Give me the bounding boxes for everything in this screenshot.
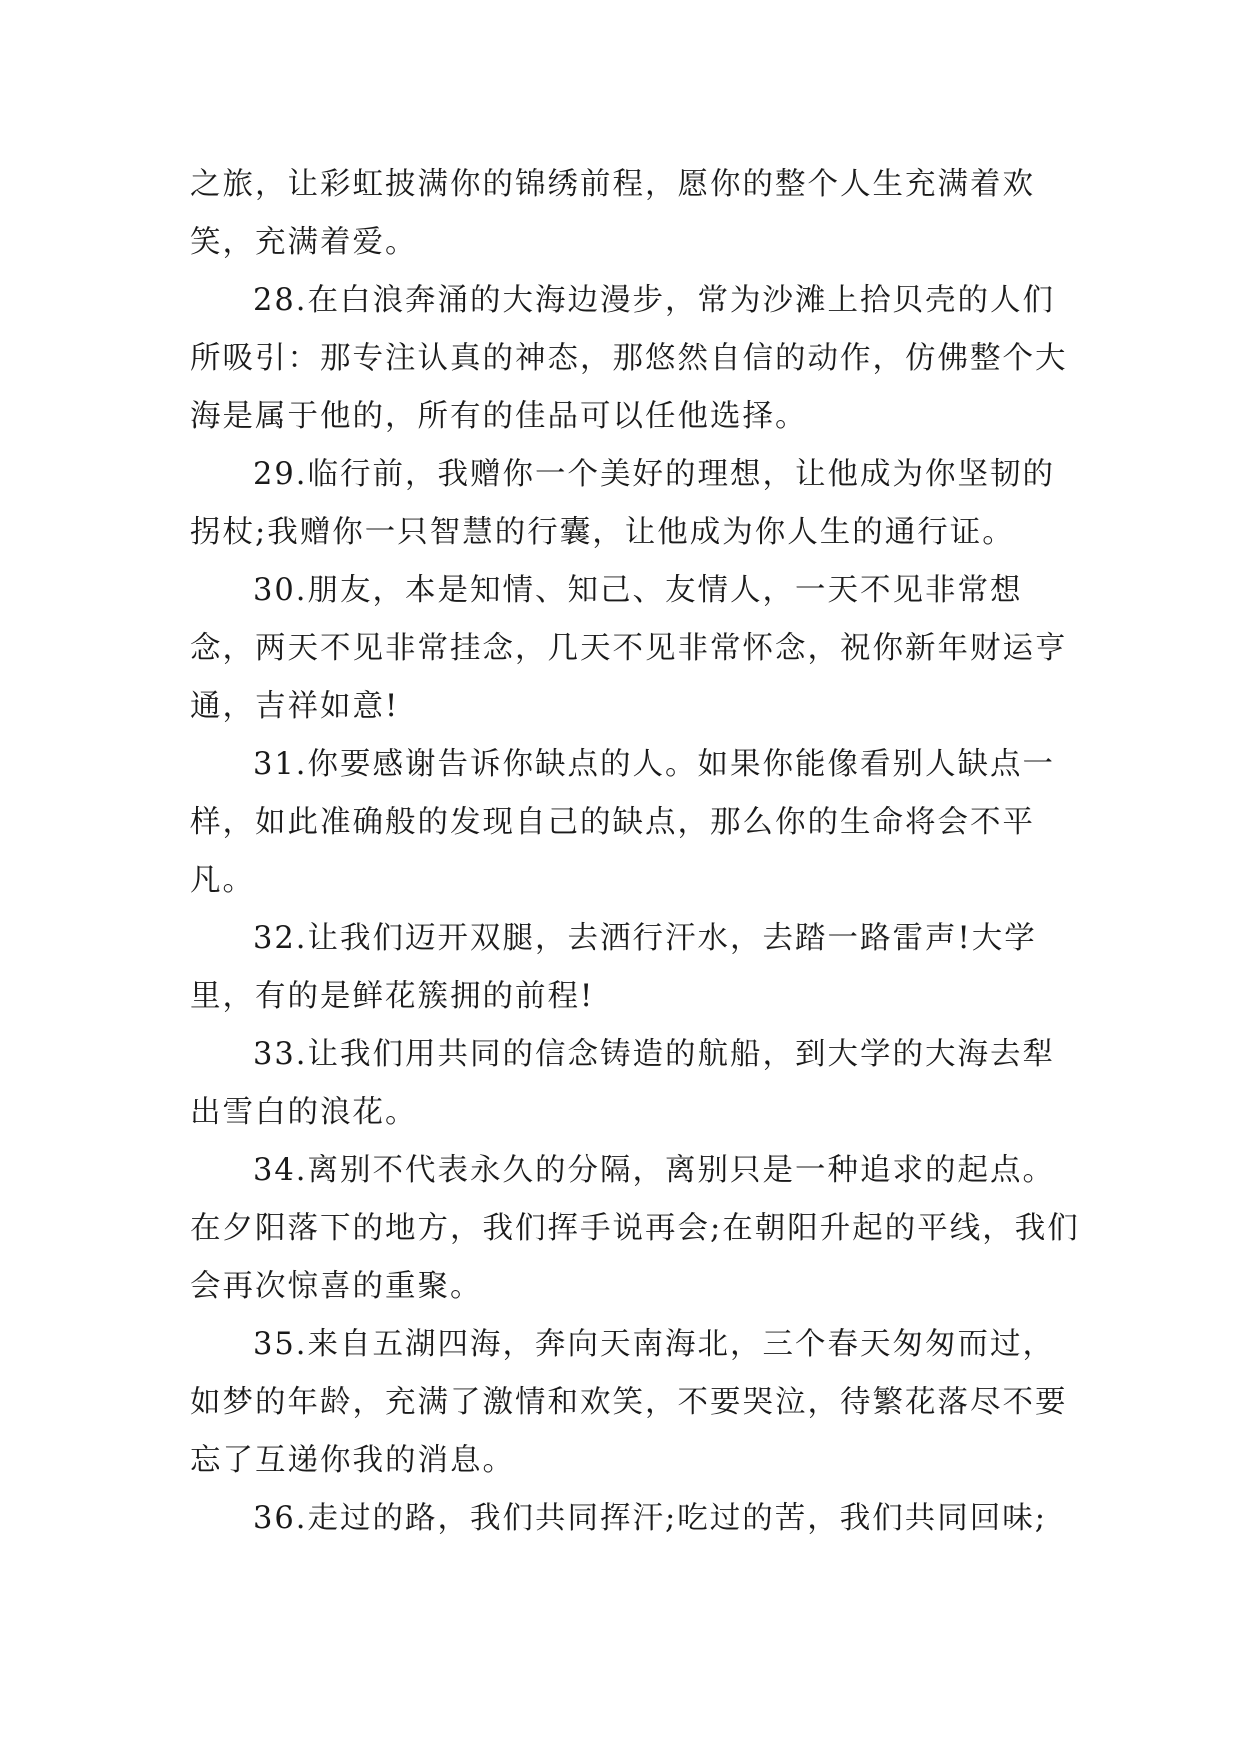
paragraph-36: 36.走过的路，我们共同挥汗;吃过的苦，我们共同回味; xyxy=(253,1501,1048,1536)
paragraph-33: 33.让我们用共同的信念铸造的航船，到大学的大海去犁出雪白的浪花。 xyxy=(190,1037,1056,1130)
document-body xyxy=(190,156,1080,1548)
paragraph-32: 32.让我们迈开双腿，去洒行汗水，去踏一路雷声!大学里，有的是鲜花簇拥的前程! xyxy=(190,921,1037,1014)
paragraph-28: 28.在白浪奔涌的大海边漫步，常为沙滩上拾贝壳的人们所吸引：那专注认真的神态，那悠然自信的动作，仿佛整个大海是属于他的，所有的佳品可以任他选择。 xyxy=(190,283,1068,434)
paragraph-34: 34.离别不代表永久的分隔，离别只是一种追求的起点。在夕阳落下的地方，我们挥手说再会;在朝阳升起的平线，我们会再次惊喜的重聚。 xyxy=(190,1153,1080,1304)
paragraph-29: 29.临行前，我赠你一个美好的理想，让他成为你坚韧的拐杖;我赠你一只智慧的行囊，让他成为你人生的通行证。 xyxy=(190,457,1056,550)
paragraph-31: 31.你要感谢告诉你缺点的人。如果你能像看别人缺点一样，如此准确般的发现自己的缺点，那么你的生命将会不平凡。 xyxy=(190,747,1056,898)
paragraph-35: 35.来自五湖四海，奔向天南海北，三个春天匆匆而过，如梦的年龄，充满了激情和欢笑，不要哭泣，待繁花落尽不要忘了互递你我的消息。 xyxy=(190,1327,1068,1478)
paragraph-30: 30.朋友，本是知情、知己、友情人，一天不见非常想念，两天不见非常挂念，几天不见非常怀念，祝你新年财运亨通，吉祥如意! xyxy=(190,573,1068,724)
paragraph-continuation: 之旅，让彩虹披满你的锦绣前程，愿你的整个人生充满着欢笑，充满着爱。 xyxy=(190,167,1035,260)
